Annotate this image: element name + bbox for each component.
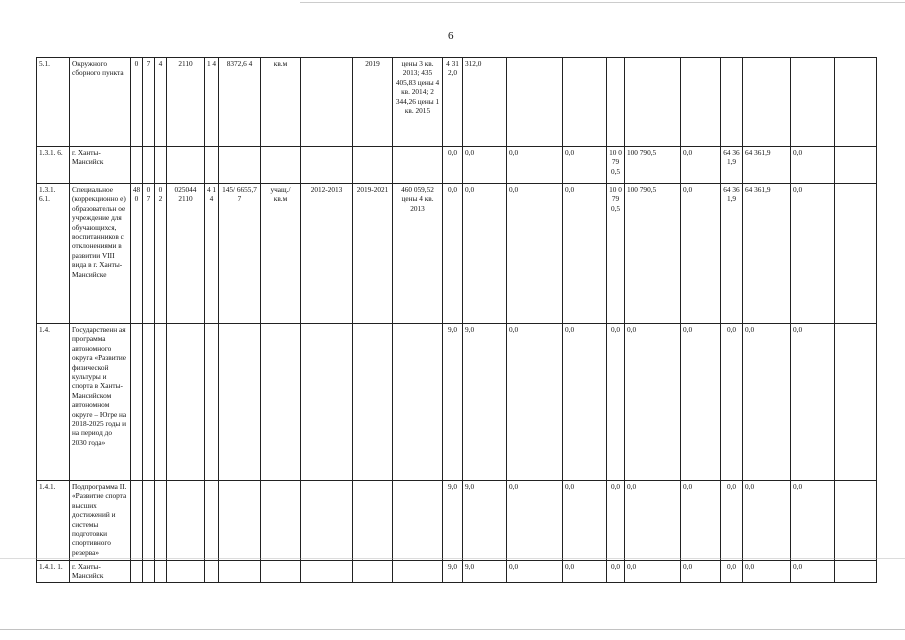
table-cell <box>155 324 167 481</box>
table-cell: 9,0 <box>463 561 507 583</box>
table-cell <box>353 561 393 583</box>
table-cell: 0,0 <box>721 481 743 561</box>
table-cell: 1.3.1. 6.1. <box>37 184 70 324</box>
table-cell: 9,0 <box>443 561 463 583</box>
table-row <box>37 561 877 583</box>
table-cell: 0,0 <box>681 184 721 324</box>
table-cell: 64 36 1,9 <box>721 184 743 324</box>
table-cell: учащ./ кв.м <box>261 184 301 324</box>
scan-artifact-line <box>0 629 905 630</box>
table-cell: 0,0 <box>507 481 563 561</box>
table-cell: 2110 <box>167 58 205 147</box>
table-cell <box>835 184 877 324</box>
table-cell <box>219 147 261 184</box>
table-cell <box>155 147 167 184</box>
table-cell <box>131 147 143 184</box>
table-cell <box>607 58 625 147</box>
table-cell <box>205 147 219 184</box>
table-cell: 2012-2013 <box>301 184 353 324</box>
table-cell: 9,0 <box>463 481 507 561</box>
table-cell <box>301 147 353 184</box>
table-cell: 025044 2110 <box>167 184 205 324</box>
table-cell: 0,0 <box>463 147 507 184</box>
table-cell <box>167 324 205 481</box>
table-cell <box>143 324 155 481</box>
table-cell: цены 3 кв. 2013; 435 405,83 цены 4 кв. 2014; 2 344,26 цены 1 кв. 2015 <box>393 58 443 147</box>
table-cell: 100 790,5 <box>625 184 681 324</box>
table-cell: 7 <box>143 58 155 147</box>
table-cell <box>205 561 219 583</box>
table-cell: 4 31 2,0 <box>443 58 463 147</box>
table-cell: 0,0 <box>743 481 791 561</box>
table-cell <box>393 481 443 561</box>
table-cell <box>143 561 155 583</box>
table-cell: 0,0 <box>607 481 625 561</box>
table-cell <box>219 561 261 583</box>
table-cell: 145/ 6655,7 7 <box>219 184 261 324</box>
table-cell: 0,0 <box>507 561 563 583</box>
table-cell: 0,0 <box>743 561 791 583</box>
table-cell: 1.4.1. 1. <box>37 561 70 583</box>
table-cell: 1.4. <box>37 324 70 481</box>
table-cell: 100 790,5 <box>625 147 681 184</box>
table-cell <box>681 58 721 147</box>
table-cell <box>261 147 301 184</box>
table-cell: 0,0 <box>563 184 607 324</box>
table-cell: Окружного сборного пункта <box>70 58 131 147</box>
table-cell <box>625 58 681 147</box>
table-cell: 2019-2021 <box>353 184 393 324</box>
table-cell <box>743 58 791 147</box>
table-cell: 312,0 <box>463 58 507 147</box>
table-cell <box>143 147 155 184</box>
table-cell: 0,0 <box>625 561 681 583</box>
table-cell: 0,0 <box>681 324 721 481</box>
table-row <box>37 147 877 184</box>
table-cell <box>131 561 143 583</box>
table-cell <box>507 58 563 147</box>
table-cell: 0 2 <box>155 184 167 324</box>
table-cell: 0,0 <box>791 324 835 481</box>
table-cell <box>167 561 205 583</box>
table-cell <box>353 324 393 481</box>
table-cell: 1.3.1. 6. <box>37 147 70 184</box>
table-cell <box>353 147 393 184</box>
table-cell <box>393 324 443 481</box>
table-cell <box>155 481 167 561</box>
table-cell <box>167 147 205 184</box>
table-cell <box>131 481 143 561</box>
table-cell: 64 36 1,9 <box>721 147 743 184</box>
table-cell: 0,0 <box>507 184 563 324</box>
table-cell: 0,0 <box>607 561 625 583</box>
program-table <box>36 57 877 583</box>
table-cell: 4 1 4 <box>205 184 219 324</box>
table-cell <box>205 481 219 561</box>
table-cell <box>143 481 155 561</box>
table-cell <box>353 481 393 561</box>
table-cell <box>791 58 835 147</box>
table-cell: 0,0 <box>791 561 835 583</box>
table-cell: 0,0 <box>507 324 563 481</box>
table-cell <box>835 561 877 583</box>
table-cell: кв.м <box>261 58 301 147</box>
table-cell <box>835 58 877 147</box>
scan-artifact-top <box>300 2 905 3</box>
table-cell: 0,0 <box>443 184 463 324</box>
page-number: 6 <box>448 30 454 42</box>
table-cell: 0,0 <box>563 147 607 184</box>
table-cell <box>155 561 167 583</box>
table-cell: 10 0 79 0,5 <box>607 147 625 184</box>
table-cell: 0,0 <box>791 184 835 324</box>
table-cell <box>301 324 353 481</box>
table-cell: 0,0 <box>625 481 681 561</box>
table-cell <box>301 561 353 583</box>
table-cell: 0,0 <box>563 324 607 481</box>
table-row <box>37 481 877 561</box>
table-cell: г. Ханты-Мансийск <box>70 147 131 184</box>
table-cell: 10 0 79 0,5 <box>607 184 625 324</box>
table-cell: 0,0 <box>563 561 607 583</box>
table-cell: 0,0 <box>607 324 625 481</box>
table-cell: 0,0 <box>563 481 607 561</box>
table-cell <box>131 324 143 481</box>
scan-artifact-line <box>0 558 905 559</box>
table-cell <box>261 481 301 561</box>
table-cell: 0,0 <box>721 324 743 481</box>
table-cell: 0,0 <box>681 481 721 561</box>
table-row <box>37 184 877 324</box>
table-cell: 0,0 <box>743 324 791 481</box>
table-cell: 0,0 <box>507 147 563 184</box>
table-cell <box>167 481 205 561</box>
table-cell <box>301 58 353 147</box>
table-cell: 64 361,9 <box>743 147 791 184</box>
table-cell: 0 7 <box>143 184 155 324</box>
table-cell: г. Ханты-Мансийск <box>70 561 131 583</box>
table-cell: 1.4.1. <box>37 481 70 561</box>
table-cell: 9,0 <box>443 324 463 481</box>
table-cell <box>721 58 743 147</box>
table-cell: 0,0 <box>681 147 721 184</box>
table-cell: 2019 <box>353 58 393 147</box>
table-cell: Государственн ая программа автономного округа «Развитие физической культуры и спорта в Ханты-Мансийском автономном округе – Югре на 2018-2025 годы и на период до 2030 года» <box>70 324 131 481</box>
table-cell: 0,0 <box>791 481 835 561</box>
table-cell: 48 0 <box>131 184 143 324</box>
table-row <box>37 324 877 481</box>
table-cell <box>393 147 443 184</box>
table-cell: 4 <box>155 58 167 147</box>
table-cell <box>301 481 353 561</box>
table-cell: 0,0 <box>791 147 835 184</box>
table-cell: 9,0 <box>463 324 507 481</box>
table-cell: Подпрограмма II. «Развитие спорта высших достижений и системы подготовки спортивного резерва» <box>70 481 131 561</box>
table-cell <box>205 324 219 481</box>
table-cell <box>261 561 301 583</box>
table-cell: 9,0 <box>443 481 463 561</box>
table-cell <box>835 481 877 561</box>
table-cell: 64 361,9 <box>743 184 791 324</box>
table-cell <box>393 561 443 583</box>
table-cell <box>835 324 877 481</box>
table-cell: 0,0 <box>681 561 721 583</box>
table-cell: 1 4 <box>205 58 219 147</box>
table-cell <box>835 147 877 184</box>
table-cell: 0 <box>131 58 143 147</box>
table-cell: 460 059,52 цены 4 кв. 2013 <box>393 184 443 324</box>
table-cell: 0,0 <box>463 184 507 324</box>
table-cell: 0,0 <box>625 324 681 481</box>
table-cell <box>261 324 301 481</box>
table-cell: 0,0 <box>443 147 463 184</box>
table-cell: Специальное (коррекционно е) образовательн ое учреждение для обучающихся, воспитанников с отклонениями в развитии VIII вида в г. Ханты-Мансийске <box>70 184 131 324</box>
table-cell <box>563 58 607 147</box>
table-cell: 8372,6 4 <box>219 58 261 147</box>
table-cell: 5.1. <box>37 58 70 147</box>
table-cell: 0,0 <box>721 561 743 583</box>
table-cell <box>219 324 261 481</box>
table-row <box>37 58 877 147</box>
table-cell <box>219 481 261 561</box>
